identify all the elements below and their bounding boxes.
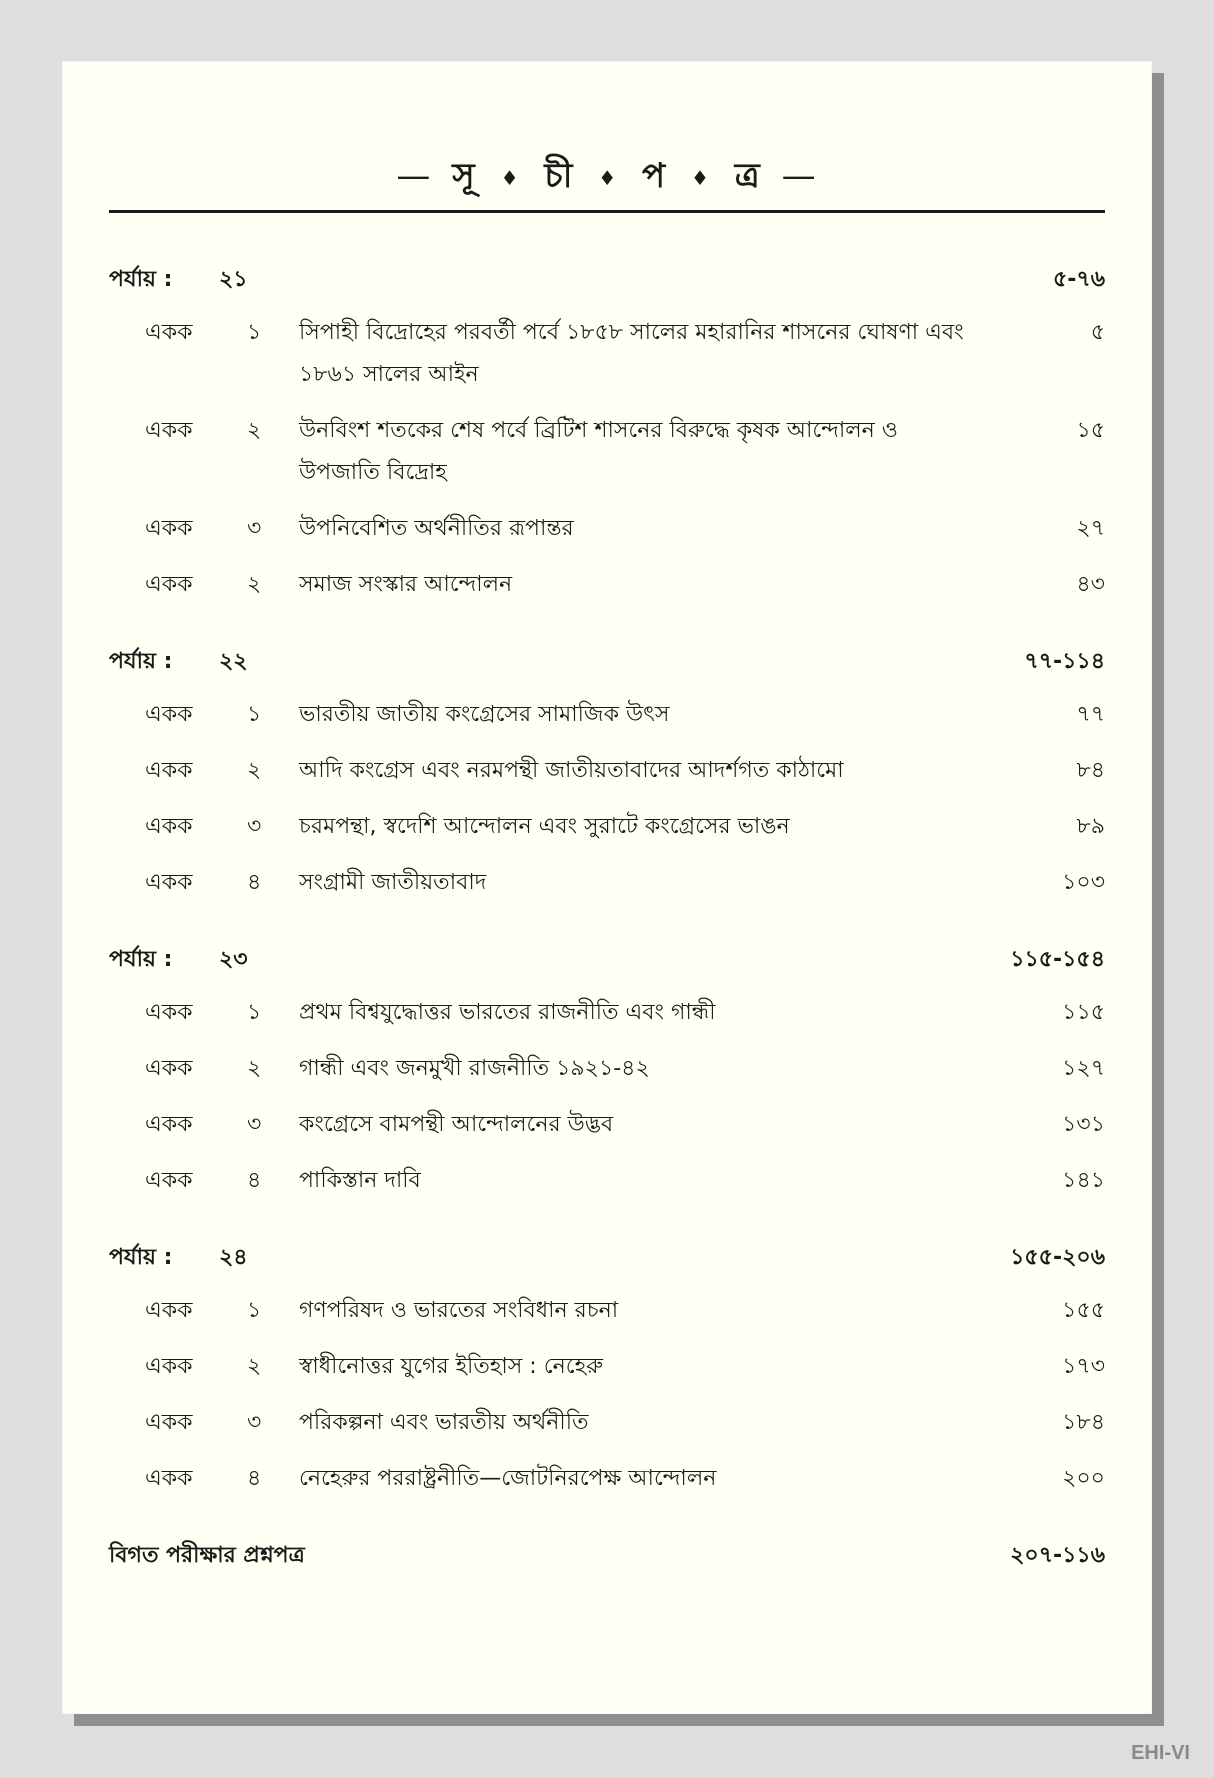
section-label: পর্যায় :	[109, 266, 173, 292]
unit-page: ৪৩	[1076, 572, 1105, 597]
title-dash-right: —	[781, 156, 818, 196]
section-label: পর্যায় :	[109, 648, 173, 674]
title-letter: চী	[544, 156, 575, 196]
unit-title: উপনিবেশিত অর্থনীতির রূপান্তর	[299, 516, 574, 541]
section-number: ২২	[219, 648, 248, 674]
page-title	[63, 150, 1151, 207]
unit-entry[interactable]	[109, 410, 1105, 494]
unit-title: ভারতীয় জাতীয় কংগ্রেসের সামাজিক উৎস	[299, 702, 670, 727]
unit-label: একক	[145, 870, 193, 895]
unit-page: ৫	[1090, 320, 1105, 345]
unit-title: গণপরিষদ ও ভারতের সংবিধান রচনা	[299, 1298, 619, 1323]
unit-label: একক	[145, 814, 193, 839]
page-code: EHI-VI	[1131, 1742, 1190, 1764]
section-number: ২৩	[219, 946, 248, 972]
unit-entry[interactable]	[109, 694, 1105, 736]
contents-page	[62, 61, 1152, 1714]
unit-number: ৪	[247, 870, 262, 895]
section-1	[109, 262, 1105, 606]
section-page-range: ১১৫-১৫৪	[1010, 946, 1105, 972]
unit-page: ১৪১	[1062, 1168, 1105, 1193]
unit-entry[interactable]	[109, 806, 1105, 848]
title-rule	[109, 210, 1105, 213]
unit-page: ১৮৪	[1062, 1410, 1105, 1435]
unit-label: একক	[145, 1000, 193, 1025]
unit-title: সমাজ সংস্কার আন্দোলন	[299, 572, 513, 597]
unit-number: ৪	[247, 1466, 262, 1491]
unit-title: চরমপন্থা, স্বদেশি আন্দোলন এবং সুরাটে কংগ্রেসের ভাঙন	[299, 814, 790, 839]
title-letter: ত্র	[734, 156, 762, 196]
section-number: ২৪	[219, 1244, 248, 1270]
unit-label: একক	[145, 1056, 193, 1081]
section-header[interactable]	[109, 644, 1105, 680]
section-header[interactable]	[109, 262, 1105, 298]
unit-number: ১	[247, 702, 262, 727]
unit-page: ২৭	[1076, 516, 1105, 541]
unit-page: ১২৭	[1062, 1056, 1105, 1081]
section-3	[109, 942, 1105, 1202]
unit-entry[interactable]	[109, 1104, 1105, 1146]
unit-label: একক	[145, 1410, 193, 1435]
unit-number: ৩	[247, 516, 262, 541]
unit-page: ২০০	[1062, 1466, 1105, 1491]
unit-entry[interactable]	[109, 1160, 1105, 1202]
section-label: পর্যায় :	[109, 946, 173, 972]
section-4	[109, 1240, 1105, 1500]
unit-page: ১৩১	[1062, 1112, 1105, 1137]
diamond-icon: ♦	[500, 165, 521, 190]
unit-title: সিপাহী বিদ্রোহের পরবর্তী পর্বে ১৮৫৮ সালের মহারানির শাসনের ঘোষণা এবং ১৮৬১ সালের আইন	[299, 320, 964, 387]
unit-label: একক	[145, 1168, 193, 1193]
final-title: বিগত পরীক্ষার প্রশ্নপত্র	[109, 1543, 305, 1568]
unit-title: কংগ্রেসে বামপন্থী আন্দোলনের উদ্ভব	[299, 1112, 614, 1137]
unit-label: একক	[145, 702, 193, 727]
unit-page: ৮৪	[1076, 758, 1105, 783]
unit-number: ৩	[247, 1112, 262, 1137]
unit-entry[interactable]	[109, 508, 1105, 550]
unit-number: ২	[247, 1056, 262, 1081]
unit-entry[interactable]	[109, 1290, 1105, 1332]
unit-title: আদি কংগ্রেস এবং নরমপন্থী জাতীয়তাবাদের আদর্শগত কাঠামো	[299, 758, 844, 783]
section-page-range: ৫-৭৬	[1052, 266, 1105, 292]
unit-title: স্বাধীনোত্তর যুগের ইতিহাস : নেহেরু	[299, 1354, 604, 1379]
unit-label: একক	[145, 516, 193, 541]
unit-number: ১	[247, 320, 262, 345]
section-label: পর্যায় :	[109, 1244, 173, 1270]
section-number: ২১	[219, 266, 248, 292]
unit-number: ১	[247, 1000, 262, 1025]
diamond-icon: ♦	[690, 165, 711, 190]
unit-entry[interactable]	[109, 1048, 1105, 1090]
unit-page: ৭৭	[1076, 702, 1105, 727]
unit-label: একক	[145, 320, 193, 345]
unit-label: একক	[145, 572, 193, 597]
title-letter: প	[642, 156, 668, 196]
unit-title: উনবিংশ শতকের শেষ পর্বে ব্রিটিশ শাসনের বিরুদ্ধে কৃষক আন্দোলন ও উপজাতি বিদ্রোহ	[299, 418, 898, 485]
section-2	[109, 644, 1105, 904]
title-dash-left: —	[396, 156, 433, 196]
unit-entry[interactable]	[109, 992, 1105, 1034]
unit-entry[interactable]	[109, 564, 1105, 606]
unit-entry[interactable]	[109, 1402, 1105, 1444]
section-header[interactable]	[109, 1240, 1105, 1276]
unit-number: ১	[247, 1298, 262, 1323]
unit-number: ৩	[247, 1410, 262, 1435]
unit-page: ১৭৩	[1062, 1354, 1105, 1379]
unit-number: ২	[247, 418, 262, 443]
unit-title: পাকিস্তান দাবি	[299, 1168, 421, 1193]
section-header[interactable]	[109, 942, 1105, 978]
unit-page: ১৫	[1076, 418, 1105, 443]
unit-label: একক	[145, 1112, 193, 1137]
unit-page: ১০৩	[1062, 870, 1105, 895]
diamond-icon: ♦	[598, 165, 619, 190]
unit-number: ২	[247, 1354, 262, 1379]
section-page-range: ১৫৫-২০৬	[1010, 1244, 1105, 1270]
table-of-contents	[109, 262, 1105, 1575]
unit-label: একক	[145, 758, 193, 783]
previous-exam-papers-entry[interactable]	[109, 1538, 1105, 1575]
unit-page: ১৫৫	[1062, 1298, 1105, 1323]
unit-label: একক	[145, 1466, 193, 1491]
unit-number: ৩	[247, 814, 262, 839]
unit-title: পরিকল্পনা এবং ভারতীয় অর্থনীতি	[299, 1410, 589, 1435]
unit-entry[interactable]	[109, 862, 1105, 904]
unit-number: ২	[247, 758, 262, 783]
unit-entry[interactable]	[109, 312, 1105, 396]
unit-label: একক	[145, 418, 193, 443]
final-page-range: ২০৭-১১৬	[1010, 1543, 1105, 1568]
unit-label: একক	[145, 1298, 193, 1323]
unit-entry[interactable]	[109, 750, 1105, 792]
unit-title: প্রথম বিশ্বযুদ্ধোত্তর ভারতের রাজনীতি এবং গান্ধী	[299, 1000, 716, 1025]
unit-title: গান্ধী এবং জনমুখী রাজনীতি ১৯২১-৪২	[299, 1056, 650, 1081]
unit-number: ২	[247, 572, 262, 597]
unit-number: ৪	[247, 1168, 262, 1193]
unit-label: একক	[145, 1354, 193, 1379]
unit-title: নেহেরুর পররাষ্ট্রনীতি—জোটনিরপেক্ষ আন্দোলন	[299, 1466, 717, 1491]
unit-page: ৮৯	[1076, 814, 1105, 839]
title-letter: সূ	[452, 156, 477, 196]
unit-entry[interactable]	[109, 1458, 1105, 1500]
unit-title: সংগ্রামী জাতীয়তাবাদ	[299, 870, 487, 895]
section-page-range: ৭৭-১১৪	[1024, 648, 1105, 674]
unit-page: ১১৫	[1062, 1000, 1105, 1025]
unit-entry[interactable]	[109, 1346, 1105, 1388]
